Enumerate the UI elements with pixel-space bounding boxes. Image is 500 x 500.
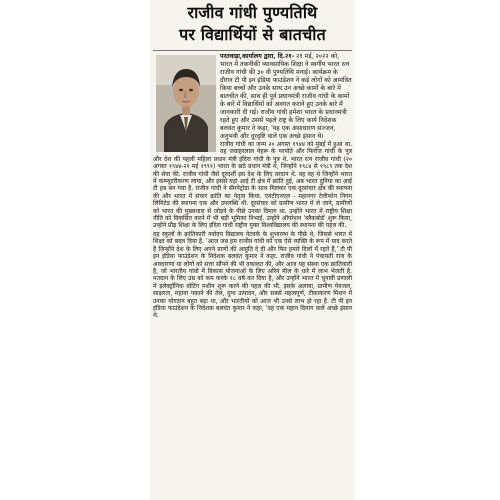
portrait-photo xyxy=(156,55,216,152)
newspaper-clipping xyxy=(150,0,355,500)
article-paragraph: वह स्कूलों के क्रांतिकारी नवोदय विद्यालय नेटवर्क के शुभारम्भ के पीछे थे, जिससे भारत में शिक्षा को बदल दिया है. 'आज जब हम राजीव गांधी को एक ऐसे व्यक्ति के रूप में याद करते हैं जिन्होंने देश के लिए अपने प्राणों की आहुति दे दी और फिर हमारे दिलों में रहते हैं,' टी पी इन इंडिया फाउंडेशन के निदेशक बलवंत कुमार ने कहा. राजीव गांधी ने पंचायती राज के अवधारणा या लोगों को सत्ता सौंपने की भी वकालत की, और आज यह संस्था एक क्रांतिकारी है, जो भारतीय गांवों में विकास योजनाओं के लिए अरिन मील के धारे में लाभ भेजती है. मतदान के लिए उम्र को कम करके १८ वर्ष कर दिया है, और उन्होंने भारत में चुनावी प्रणाली में इलेक्ट्रॉनिक वोटिंग मशीन शुरू करने की पहल की भी. इसके अलावा, ग्रामीण पेयजल, साक्षरता, महाना पकाने की तेल, दुग्ध उत्पादन, और सबसे महत्वपूर्ण, टीकाकरण मिशन में उनका योगदान बहुत बड़ा था, और भारतीयों को आज भी उनसे लाभ हो रहा है. टी पी इन इंडिया फाउंडेशन के निदेशक बलवंत कुमार ने कहा, 'वह एक महान दिमाग वाले अच्छे इंसान थे. xyxy=(153,230,352,320)
headline-line-1: राजीव गांधी पुण्यतिथि xyxy=(187,3,318,22)
article-paragraph: राजीव गांधी का जन्म २० अगस्त १९४४ को मुंबई में हुआ था. वह जवाहरलाल नेहरू के परपोते और फिरोज गांधी के पुत्र और देश की पहली महिला प्रधान मंत्री इंदिरा गांधी के पुत्र थे. भारत रत्न राजीव गांधी (२० अगस्त १९४४-२१ मई १९९१) भारत के छठे प्रधान मंत्री थे, जिन्होंने १९८४ से १९८९ तक देश की सेवा की. राजीव गांधी जैसे दूरदर्शी इस देश के लिए वरदान थे. वह वह थे जिन्होंने भारत में कम्प्यूटरीकरण लाया, और इससे यहां आई टी क्षेत्र में क्रांति हुई, अब भारत दुनिया का आई टी हब बन गया है. राजीव गांधी ने सॅमपेट्रोडा के साथ मिलकर एक दूरसंचार क्षेत्र की स्थापना की और भारत में संचार क्रांति का नेतृत्व किया. एमटीएनएल - महानगर टेलीफोन निगम लिमिटेड की स्थापना एक और उपलब्धि थी. दूरसंचार को ग्रामीण भारत में ले जाने, ग्रामीणों को भारत की मुख्यधारा से जोड़ने के पीछे उनका दिमाग था. उन्होंने भारत में राष्ट्रीय शिक्षा नीति को विकसित करने में भी बड़ी भूमिका निभाई. उन्होंने ऑपरेशन 'ब्लैकबोर्ड' शुरू किया, उन्होंने प्रौढ़ शिक्षा के लिए इंदिरा गांधी राष्ट्रीय मुक्त विश्वविद्यालय की स्थापना की पहल की. xyxy=(153,141,352,230)
headline-divider xyxy=(153,50,352,51)
headline xyxy=(150,2,355,46)
dateline-paragraph xyxy=(150,53,355,141)
portrait-icon xyxy=(156,55,216,152)
dateline-place: परतवाड़ा,कार्यालय द्वारा, दि.२१- xyxy=(220,53,295,60)
article-body xyxy=(150,141,355,320)
headline-line-2: पर विद्यार्थियों से बातचीत xyxy=(179,25,326,44)
dateline-text: २१ मई, २०२२ को, भारत में तकनीकी व्यावसायिक शिक्षा ने स्वर्गीय भारत रत्न राजीव गांधी की ३० वी पुण्यतिथि मनाई। कार्यक्रम के दौरान टी पी इन इंडिया फाउंडेशन ने कई लोगों को आमंत्रित किया बच्चों और उनके साथ उन अच्छे कामों के बारे में बातचीत की, साथ ही पूर्व प्रधानमंत्री राजीव गांधी के कामों के बारे में विद्यार्थियों को अवगत कराने हुए उनके बारे में जानकारी दी गई। राजीव गांधी हमेशा भारत के प्रधानमंत्री रहते हुए और उससे पहले राष्ट्र के लिए कार्य निदेशक बलवंत कुमार ने कहा, 'वह एक असाधारण सज्जन, अनुभवी और दूरदृष्टि वाले एक अच्छे इंसान थे। xyxy=(220,53,352,140)
